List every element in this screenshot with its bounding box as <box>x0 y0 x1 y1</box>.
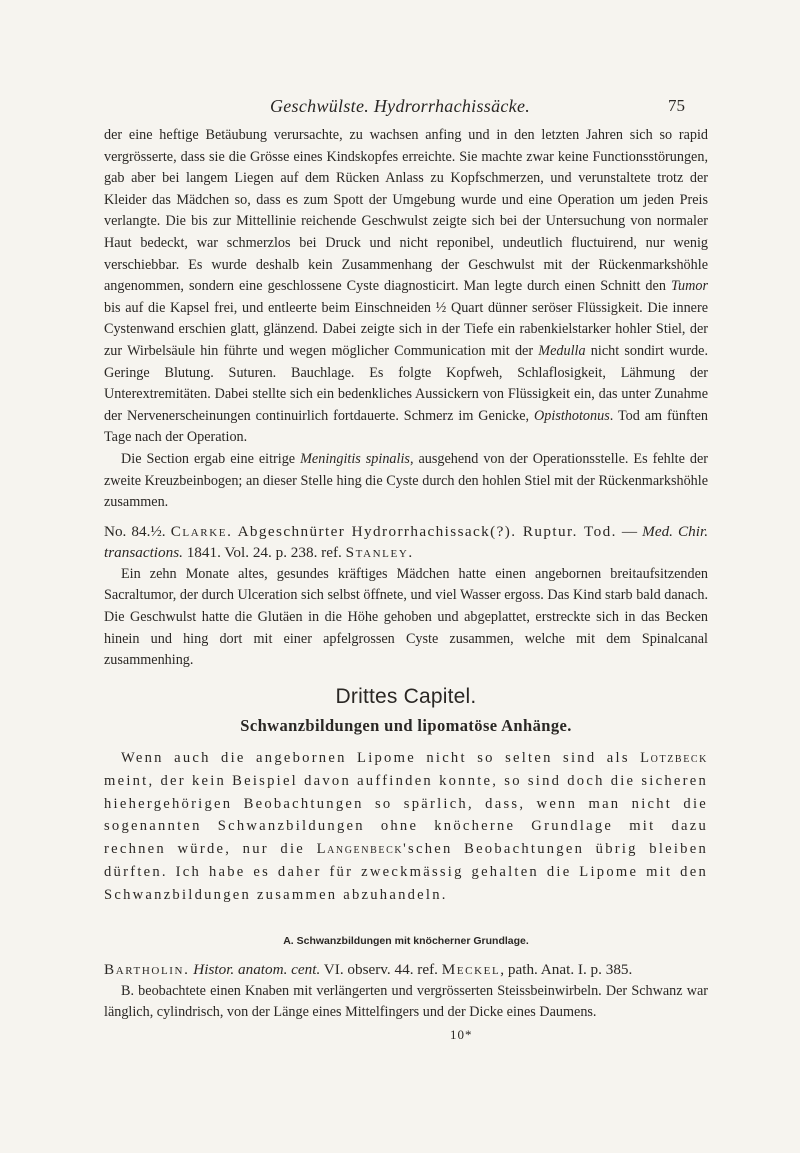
text-run: nicht sondirt wurde. Geringe Blutung. Suturen. Bauchlage. Es folgte Kopfweh, Schlaflosigkeit, Lähmung der Unterextremitäten. Dabei stellte sich ein bedenkliches Aussickern von Flüssigkeit ein, das unter Zunahme der Nervenerscheinungen continuirlich fortdauerte. Schmerz im Genicke, <box>104 342 709 424</box>
page-number: 75 <box>668 96 685 115</box>
text-run: Wenn auch die angebornen Lipome nicht so selten sind als <box>121 750 630 767</box>
case-entry-84 <box>104 521 708 564</box>
text-run: meint, der kein Beispiel davon auffinden konnte, so sind doch die sicheren hiehergehörigen Beobachtungen so spärlich, dass, wenn man nicht die sogenannten Schwanzbildungen ohne knöcherne Grundlage mit dazu rechnen würde, nur die <box>104 772 708 858</box>
italic-term-medulla: Medulla <box>538 342 586 359</box>
paragraph-section-finding <box>104 449 708 514</box>
section-title: Schwanzbildungen und lipomatöse Anhänge. <box>240 716 572 736</box>
italic-term-tumor: Tumor <box>670 278 709 295</box>
text-run: Die Section ergab eine eitrige <box>121 450 296 467</box>
case-entry-bartholin <box>104 959 708 981</box>
author-lotzbeck: Lotzbeck <box>640 750 708 767</box>
text-run: . Tod am fünften Tage nach der Operation. <box>104 407 708 446</box>
text-run: der eine heftige Betäubung verursachte, zu wachsen anfing und in den letzten Jahren sich so rapid vergrösserte, dass sie die Grösse eines Kindskopfes erreichte. Sie machte zwar keine Functionsstörungen, gab aber bei langem Liegen auf dem Rücken Anlass zu Kopfschmerzen, und verunstaltete trotz der Kleider das Mädchen so, dass es zum Spott der Umgebung wurde und eine Operation um jeden Preis verlangte. Die bis zur Mittellinie reichende Geschwulst zeigte sich bei der Untersuchung von normaler Haut bedeckt, war schmerzlos bei Druck und nicht reponibel, undeutlich fluctuirend, nur wenig verschiebbar. Es wurde deshalb kein Zusammenhang der Geschwulst mit der Rückenmarkshöhle angenommen, sondern eine geschlossene Cyste diagnosticirt. Man legte durch einen Schnitt den <box>104 127 708 295</box>
text-run: , ausgehend von der Operationsstelle. Es fehlte der zweite Kreuzbeinbogen; an dieser Stelle hing die Cyste durch den hohlen Stiel mit der Rückenmarkshöhle zusammen. <box>104 450 708 511</box>
paragraph-continuation <box>104 125 708 449</box>
chapter-title: Drittes Capitel. <box>335 684 477 708</box>
case-author: Bartholin. <box>104 961 190 979</box>
case-number: No. 84.½. <box>104 522 166 540</box>
paragraph-bartholin: B. beobachtete einen Knaben mit verlängerten und vergrösserten Steissbeinwirbeln. Der Schwanz war länglich, cylindrisch, von der Länge eines Mittelfingers und der Dicke eines Daumens. <box>104 982 708 1021</box>
case-dash: — <box>616 522 643 540</box>
case-author: Clarke. <box>170 522 233 540</box>
author-langenbeck: Langenbeck <box>316 841 404 858</box>
case-citation-tail: , path. Anat. I. p. 385. <box>500 961 633 979</box>
subsection-title: A. Schwanzbildungen mit knöcherner Grundlage. <box>283 934 529 947</box>
body-text <box>104 125 708 1024</box>
case-ref-author: Meckel <box>441 961 501 979</box>
running-title: Geschwülste. Hydrorrhachissäcke. <box>269 96 531 116</box>
case-ref-author: Stanley. <box>345 544 414 562</box>
case-work: Histor. anatom. cent. <box>193 961 321 979</box>
page-header <box>0 96 800 120</box>
case-journal: Med. Chir. transactions. <box>104 522 708 562</box>
italic-term-meningitis: Meningitis spinalis <box>300 450 410 467</box>
text-run: bis auf die Kapsel frei, und entleerte beim Einschneiden ½ Quart dünner seröser Flüssigkeit. Die innere Cystenwand erschien glatt, glänzend. Dabei zeigte sich in der Tiefe ein rabenkielstarker hohler Stiel, der zur Wirbelsäule hin führte und wegen möglicher Communication mit der <box>104 299 708 359</box>
text-run: 'schen Beobachtungen übrig bleiben dürften. Ich habe es daher für zweckmässig gehalten die Lipome mit den Schwanzbildungen zusammen abzuhandeln. <box>104 841 708 903</box>
paragraph-case-84: Ein zehn Monate altes, gesundes kräftiges Mädchen hatte einen angebornen breitaufsitzenden Sacraltumor, der durch Ulceration sich selbst öffnete, und viel Wasser ergoss. Das Kind starb bald danach. Die Geschwulst hatte die Glutäen in die Höhe gehoben und abgeplattet, erstreckte sich in das Becken hinein und hing dort mit einer apfelgrossen Cyste zusammen, welche mit dem Spinalcanal zusammenhing. <box>104 565 708 669</box>
italic-term-opisthotonus: Opisthotonus <box>534 407 610 424</box>
case-citation: 1841. Vol. 24. p. 238. ref. <box>186 544 342 562</box>
case-title: Abgeschnürter Hydrorrhachissack(?). Ruptur. Tod. <box>237 522 617 540</box>
signature-mark: 10* <box>450 1027 473 1042</box>
chapter-intro <box>104 747 708 907</box>
case-citation: VI. observ. 44. ref. <box>323 961 438 979</box>
